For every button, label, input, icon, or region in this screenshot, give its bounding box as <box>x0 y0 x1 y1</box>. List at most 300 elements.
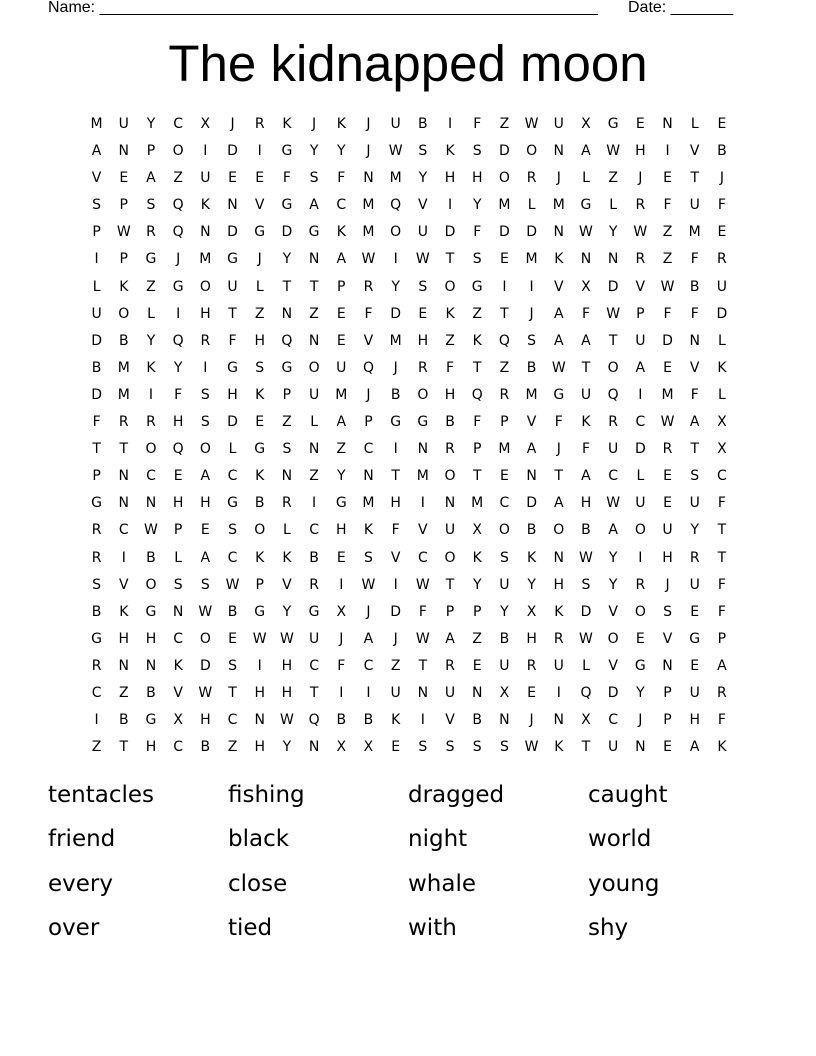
grid-letter[interactable]: V <box>363 332 374 349</box>
grid-letter[interactable]: R <box>608 414 619 431</box>
grid-letter[interactable]: W <box>551 359 566 376</box>
grid-letter[interactable]: N <box>200 224 211 241</box>
grid-letter[interactable]: S <box>92 576 102 593</box>
grid-letter[interactable]: O <box>526 143 538 160</box>
grid-letter[interactable]: G <box>417 414 429 431</box>
grid-letter[interactable]: S <box>92 197 102 214</box>
grid-letter[interactable]: Q <box>498 332 510 349</box>
grid-letter[interactable]: M <box>389 170 402 187</box>
grid-letter[interactable]: S <box>309 170 319 187</box>
grid-letter[interactable]: R <box>689 549 700 566</box>
grid-letter[interactable]: H <box>254 332 265 349</box>
grid-letter[interactable]: L <box>582 657 590 674</box>
grid-letter[interactable]: R <box>662 441 673 458</box>
grid-letter[interactable]: C <box>227 712 238 729</box>
grid-letter[interactable]: L <box>255 278 264 295</box>
grid-letter[interactable]: W <box>361 251 376 268</box>
grid-letter[interactable]: J <box>257 251 262 268</box>
grid-letter[interactable]: W <box>633 224 648 241</box>
grid-letter[interactable]: U <box>689 495 700 512</box>
grid-letter[interactable]: T <box>282 278 292 295</box>
grid-letter[interactable]: I <box>94 251 99 268</box>
grid-letter[interactable]: P <box>173 522 183 539</box>
grid-letter[interactable]: G <box>227 495 238 512</box>
grid-letter[interactable]: U <box>689 197 700 214</box>
grid-letter[interactable]: N <box>662 657 673 674</box>
grid-letter[interactable]: D <box>199 657 211 674</box>
grid-letter[interactable]: A <box>581 332 591 349</box>
grid-letter[interactable]: B <box>418 116 428 132</box>
grid-letter[interactable]: Q <box>471 386 483 403</box>
grid-letter[interactable]: U <box>444 522 456 539</box>
grid-letter[interactable]: R <box>526 657 537 674</box>
grid-letter[interactable]: Q <box>281 332 293 349</box>
grid-letter[interactable]: A <box>553 332 564 349</box>
grid-letter[interactable]: A <box>363 630 374 647</box>
grid-letter[interactable]: I <box>665 143 670 160</box>
grid-letter[interactable]: B <box>91 359 102 376</box>
grid-letter[interactable]: B <box>91 603 102 620</box>
grid-letter[interactable]: B <box>146 549 156 566</box>
grid-letter[interactable]: Y <box>282 739 292 756</box>
grid-letter[interactable]: K <box>363 522 374 539</box>
grid-letter[interactable]: F <box>690 305 699 322</box>
grid-letter[interactable]: F <box>228 332 237 349</box>
grid-letter[interactable]: C <box>146 468 156 485</box>
grid-letter[interactable]: F <box>717 576 726 593</box>
grid-letter[interactable]: W <box>415 630 430 647</box>
grid-letter[interactable]: A <box>581 468 591 485</box>
grid-letter[interactable]: S <box>200 576 210 593</box>
grid-letter[interactable]: Y <box>608 549 618 566</box>
grid-letter[interactable]: A <box>581 143 591 160</box>
grid-letter[interactable]: O <box>199 441 211 458</box>
grid-letter[interactable]: J <box>339 630 344 647</box>
grid-letter[interactable]: T <box>472 359 482 376</box>
grid-letter[interactable]: Z <box>309 468 319 485</box>
grid-letter[interactable]: E <box>663 170 672 187</box>
grid-letter[interactable]: G <box>308 224 320 241</box>
grid-letter[interactable]: O <box>553 522 565 539</box>
grid-letter[interactable]: U <box>118 116 129 132</box>
grid-letter[interactable]: B <box>363 712 374 729</box>
grid-letter[interactable]: P <box>445 603 455 620</box>
grid-letter[interactable]: O <box>390 224 402 241</box>
grid-letter[interactable]: M <box>335 386 348 403</box>
grid-letter[interactable]: I <box>420 712 425 729</box>
grid-letter[interactable]: Z <box>254 305 265 322</box>
grid-letter[interactable]: T <box>418 657 428 674</box>
grid-letter[interactable]: X <box>200 116 211 132</box>
grid-letter[interactable]: U <box>689 684 700 701</box>
grid-letter[interactable]: W <box>361 576 376 593</box>
grid-letter[interactable]: K <box>282 549 292 566</box>
grid-letter[interactable]: R <box>635 251 646 268</box>
grid-letter[interactable]: K <box>336 116 346 132</box>
grid-letter[interactable]: J <box>393 359 398 376</box>
grid-letter[interactable]: R <box>146 414 156 431</box>
grid-letter[interactable]: G <box>254 441 266 458</box>
grid-letter[interactable]: K <box>717 359 727 376</box>
grid-letter[interactable]: E <box>336 305 346 322</box>
grid-letter[interactable]: C <box>717 468 727 485</box>
grid-letter[interactable]: F <box>690 251 699 268</box>
grid-letter[interactable]: K <box>554 251 564 268</box>
grid-letter[interactable]: C <box>227 468 238 485</box>
grid-letter[interactable]: M <box>199 251 212 268</box>
grid-letter[interactable]: U <box>553 116 564 132</box>
grid-letter[interactable]: S <box>690 468 700 485</box>
grid-letter[interactable]: A <box>336 414 347 431</box>
grid-letter[interactable]: V <box>91 170 102 187</box>
grid-letter[interactable]: V <box>418 197 428 214</box>
grid-letter[interactable]: T <box>228 305 237 322</box>
grid-letter[interactable]: G <box>281 143 293 160</box>
grid-letter[interactable]: O <box>308 359 320 376</box>
grid-letter[interactable]: I <box>502 278 507 295</box>
grid-letter[interactable]: M <box>498 441 511 458</box>
grid-letter[interactable]: L <box>174 549 183 566</box>
grid-letter[interactable]: T <box>119 441 129 458</box>
grid-letter[interactable]: R <box>417 359 428 376</box>
grid-letter[interactable]: R <box>553 630 564 647</box>
grid-letter[interactable]: H <box>172 414 184 431</box>
grid-letter[interactable]: M <box>688 224 701 241</box>
grid-letter[interactable]: E <box>255 414 265 431</box>
grid-letter[interactable]: H <box>526 630 537 647</box>
grid-letter[interactable]: W <box>198 684 213 701</box>
grid-letter[interactable]: I <box>339 684 344 701</box>
grid-letter[interactable]: V <box>445 712 455 729</box>
grid-letter[interactable]: K <box>336 224 346 241</box>
grid-letter[interactable]: F <box>92 414 101 431</box>
grid-letter[interactable]: V <box>608 603 618 620</box>
grid-letter[interactable]: O <box>634 603 646 620</box>
grid-letter[interactable]: Z <box>445 332 455 349</box>
grid-letter[interactable]: H <box>227 386 238 403</box>
grid-letter[interactable]: W <box>279 630 294 647</box>
grid-letter[interactable]: G <box>145 251 157 268</box>
grid-letter[interactable]: N <box>662 116 673 132</box>
grid-letter[interactable]: W <box>579 549 593 566</box>
grid-letter[interactable]: Y <box>337 143 346 160</box>
grid-letter[interactable]: H <box>145 630 157 647</box>
grid-letter[interactable]: H <box>553 576 565 593</box>
grid-letter[interactable]: V <box>635 278 646 295</box>
grid-letter[interactable]: F <box>337 170 346 187</box>
grid-letter[interactable]: P <box>500 414 509 431</box>
grid-letter[interactable]: J <box>556 170 561 187</box>
grid-letter[interactable]: A <box>689 739 700 756</box>
grid-letter[interactable]: U <box>336 359 347 376</box>
grid-letter[interactable]: R <box>445 657 455 674</box>
grid-letter[interactable]: Y <box>146 332 156 349</box>
grid-letter[interactable]: K <box>445 143 455 160</box>
grid-letter[interactable]: N <box>308 251 320 268</box>
grid-letter[interactable]: A <box>200 549 211 566</box>
grid-letter[interactable]: T <box>445 251 455 268</box>
grid-letter[interactable]: Y <box>337 468 346 485</box>
grid-letter[interactable]: F <box>717 197 726 214</box>
grid-letter[interactable]: Z <box>118 684 129 701</box>
grid-letter[interactable]: D <box>607 278 619 295</box>
grid-letter[interactable]: S <box>200 414 210 431</box>
grid-letter[interactable]: N <box>118 657 130 674</box>
grid-letter[interactable]: Q <box>607 386 619 403</box>
grid-letter[interactable]: S <box>200 386 210 403</box>
grid-letter[interactable]: J <box>176 251 181 268</box>
grid-letter[interactable]: Z <box>309 305 319 322</box>
grid-letter[interactable]: F <box>690 386 699 403</box>
grid-letter[interactable]: E <box>499 251 509 268</box>
grid-letter[interactable]: H <box>200 305 211 322</box>
grid-letter[interactable]: X <box>173 712 183 729</box>
grid-letter[interactable]: H <box>417 332 429 349</box>
grid-letter[interactable]: S <box>173 576 183 593</box>
grid-letter[interactable]: R <box>309 576 319 593</box>
grid-letter[interactable]: E <box>635 116 645 132</box>
grid-letter[interactable]: D <box>227 224 238 241</box>
grid-letter[interactable]: A <box>336 251 347 268</box>
grid-letter[interactable]: H <box>444 170 456 187</box>
grid-letter[interactable]: R <box>91 522 102 539</box>
grid-letter[interactable]: W <box>225 576 240 593</box>
grid-letter[interactable]: O <box>498 170 510 187</box>
grid-letter[interactable]: V <box>173 684 183 701</box>
grid-letter[interactable]: O <box>498 522 510 539</box>
grid-letter[interactable]: E <box>119 170 129 187</box>
grid-letter[interactable]: B <box>118 712 129 729</box>
grid-letter[interactable]: L <box>718 386 726 403</box>
grid-letter[interactable]: I <box>203 143 208 160</box>
grid-letter[interactable]: G <box>227 251 238 268</box>
grid-letter[interactable]: U <box>608 441 619 458</box>
grid-letter[interactable]: W <box>388 143 403 160</box>
grid-letter[interactable]: T <box>554 468 564 485</box>
grid-letter[interactable]: Q <box>308 712 320 729</box>
grid-letter[interactable]: I <box>393 576 398 593</box>
grid-letter[interactable]: N <box>145 657 157 674</box>
grid-letter[interactable]: H <box>172 495 184 512</box>
grid-letter[interactable]: M <box>661 386 674 403</box>
grid-letter[interactable]: E <box>173 468 183 485</box>
grid-letter[interactable]: M <box>362 197 375 214</box>
grid-letter[interactable]: T <box>581 739 591 756</box>
grid-letter[interactable]: B <box>526 522 537 539</box>
grid-letter[interactable]: P <box>282 386 292 403</box>
grid-letter[interactable]: J <box>665 576 670 593</box>
grid-letter[interactable]: S <box>581 576 591 593</box>
grid-letter[interactable]: I <box>257 657 262 674</box>
grid-letter[interactable]: N <box>363 170 374 187</box>
grid-letter[interactable]: M <box>362 495 375 512</box>
grid-letter[interactable]: L <box>690 116 699 132</box>
grid-letter[interactable]: R <box>363 278 374 295</box>
grid-letter[interactable]: U <box>499 576 510 593</box>
grid-letter[interactable]: W <box>606 305 621 322</box>
grid-letter[interactable]: C <box>91 684 102 701</box>
grid-letter[interactable]: G <box>145 712 157 729</box>
grid-letter[interactable]: L <box>609 197 618 214</box>
grid-letter[interactable]: I <box>393 251 398 268</box>
grid-letter[interactable]: K <box>146 359 156 376</box>
grid-letter[interactable]: B <box>581 522 591 539</box>
grid-letter[interactable]: E <box>336 332 346 349</box>
grid-letter[interactable]: E <box>635 630 645 647</box>
grid-letter[interactable]: Z <box>227 739 238 756</box>
grid-letter[interactable]: H <box>471 170 483 187</box>
grid-letter[interactable]: W <box>279 712 294 729</box>
grid-letter[interactable]: M <box>362 224 375 241</box>
grid-letter[interactable]: I <box>529 278 534 295</box>
grid-letter[interactable]: W <box>579 224 593 241</box>
grid-letter[interactable]: N <box>607 251 619 268</box>
grid-letter[interactable]: P <box>663 684 672 701</box>
grid-letter[interactable]: Q <box>172 197 184 214</box>
grid-letter[interactable]: N <box>471 684 483 701</box>
grid-letter[interactable]: H <box>281 657 293 674</box>
grid-letter[interactable]: H <box>444 386 456 403</box>
grid-letter[interactable]: W <box>116 224 131 241</box>
grid-letter[interactable]: H <box>635 143 646 160</box>
grid-letter[interactable]: C <box>309 657 319 674</box>
grid-letter[interactable]: N <box>499 712 510 729</box>
grid-letter[interactable]: V <box>689 359 700 376</box>
grid-letter[interactable]: I <box>447 197 453 214</box>
grid-letter[interactable]: I <box>366 684 371 701</box>
grid-letter[interactable]: C <box>608 468 619 485</box>
grid-letter[interactable]: Y <box>636 684 645 701</box>
grid-letter[interactable]: U <box>716 278 728 295</box>
grid-letter[interactable]: C <box>173 739 184 756</box>
grid-letter[interactable]: U <box>308 630 320 647</box>
grid-letter[interactable]: Z <box>472 630 483 647</box>
grid-letter[interactable]: G <box>91 630 103 647</box>
grid-letter[interactable]: A <box>91 143 102 160</box>
grid-letter[interactable]: H <box>254 684 265 701</box>
grid-letter[interactable]: D <box>634 441 646 458</box>
grid-letter[interactable]: X <box>336 603 347 620</box>
grid-letter[interactable]: V <box>553 278 564 295</box>
grid-letter[interactable]: T <box>500 305 509 322</box>
grid-letter[interactable]: E <box>336 549 346 566</box>
grid-letter[interactable]: Z <box>499 359 510 376</box>
grid-letter[interactable]: O <box>417 386 429 403</box>
grid-letter[interactable]: I <box>447 116 453 132</box>
grid-letter[interactable]: W <box>415 576 430 593</box>
grid-letter[interactable]: E <box>663 495 672 512</box>
grid-letter[interactable]: K <box>119 603 129 620</box>
grid-letter[interactable]: D <box>580 603 592 620</box>
grid-letter[interactable]: E <box>690 603 700 620</box>
grid-letter[interactable]: D <box>91 386 102 403</box>
grid-letter[interactable]: R <box>118 414 129 431</box>
grid-letter[interactable]: F <box>473 414 482 431</box>
grid-letter[interactable]: B <box>146 684 156 701</box>
grid-letter[interactable]: E <box>663 359 672 376</box>
grid-letter[interactable]: Y <box>173 359 183 376</box>
grid-letter[interactable]: K <box>255 549 265 566</box>
grid-letter[interactable]: K <box>255 468 265 485</box>
grid-letter[interactable]: E <box>499 468 509 485</box>
grid-letter[interactable]: J <box>366 386 371 403</box>
grid-letter[interactable]: U <box>635 495 646 512</box>
grid-letter[interactable]: N <box>635 739 646 756</box>
grid-letter[interactable]: A <box>526 441 537 458</box>
grid-letter[interactable]: G <box>145 603 157 620</box>
grid-letter[interactable]: J <box>230 116 235 132</box>
grid-letter[interactable]: W <box>252 630 267 647</box>
grid-letter[interactable]: G <box>254 603 266 620</box>
grid-letter[interactable]: K <box>173 657 183 674</box>
grid-letter[interactable]: S <box>445 739 455 756</box>
grid-letter[interactable]: T <box>608 332 618 349</box>
grid-letter[interactable]: K <box>581 414 591 431</box>
grid-letter[interactable]: H <box>689 712 700 729</box>
grid-letter[interactable]: K <box>554 739 564 756</box>
grid-letter[interactable]: N <box>281 468 293 485</box>
grid-letter[interactable]: G <box>172 278 184 295</box>
grid-letter[interactable]: S <box>499 739 509 756</box>
grid-letter[interactable]: F <box>337 657 346 674</box>
grid-letter[interactable]: H <box>662 549 673 566</box>
grid-letter[interactable]: E <box>228 170 237 187</box>
grid-letter[interactable]: Z <box>662 224 673 241</box>
grid-letter[interactable]: F <box>717 712 726 729</box>
grid-letter[interactable]: K <box>255 386 265 403</box>
grid-letter[interactable]: T <box>717 549 727 566</box>
grid-letter[interactable]: W <box>144 522 158 539</box>
grid-letter[interactable]: U <box>417 224 428 241</box>
grid-letter[interactable]: M <box>525 251 538 268</box>
grid-letter[interactable]: A <box>553 305 564 322</box>
grid-letter[interactable]: A <box>689 414 700 431</box>
grid-letter[interactable]: Y <box>608 224 618 241</box>
grid-letter[interactable]: T <box>690 441 699 458</box>
grid-letter[interactable]: R <box>526 170 537 187</box>
grid-letter[interactable]: U <box>444 684 456 701</box>
grid-letter[interactable]: G <box>390 414 402 431</box>
grid-letter[interactable]: Y <box>527 576 536 593</box>
grid-letter[interactable]: E <box>255 170 265 187</box>
grid-letter[interactable]: E <box>717 224 727 241</box>
grid-letter[interactable]: N <box>580 251 592 268</box>
grid-letter[interactable]: T <box>92 441 101 458</box>
grid-letter[interactable]: D <box>607 684 619 701</box>
grid-letter[interactable]: U <box>200 170 211 187</box>
grid-letter[interactable]: Y <box>418 170 428 187</box>
grid-letter[interactable]: I <box>420 495 425 512</box>
grid-letter[interactable]: Z <box>336 441 347 458</box>
grid-letter[interactable]: V <box>608 657 618 674</box>
grid-letter[interactable]: R <box>717 684 727 701</box>
grid-letter[interactable]: Z <box>91 739 102 756</box>
grid-letter[interactable]: N <box>444 495 456 512</box>
grid-letter[interactable]: M <box>90 116 103 132</box>
grid-letter[interactable]: S <box>418 278 428 295</box>
grid-letter[interactable]: H <box>200 495 211 512</box>
grid-letter[interactable]: T <box>309 684 319 701</box>
grid-letter[interactable]: G <box>308 603 320 620</box>
grid-letter[interactable]: P <box>472 441 482 458</box>
grid-letter[interactable]: W <box>660 414 675 431</box>
grid-letter[interactable]: L <box>718 332 726 349</box>
grid-letter[interactable]: C <box>608 712 619 729</box>
grid-letter[interactable]: G <box>634 657 646 674</box>
grid-letter[interactable]: T <box>472 468 482 485</box>
grid-letter[interactable]: X <box>336 739 347 756</box>
grid-letter[interactable]: U <box>227 278 238 295</box>
